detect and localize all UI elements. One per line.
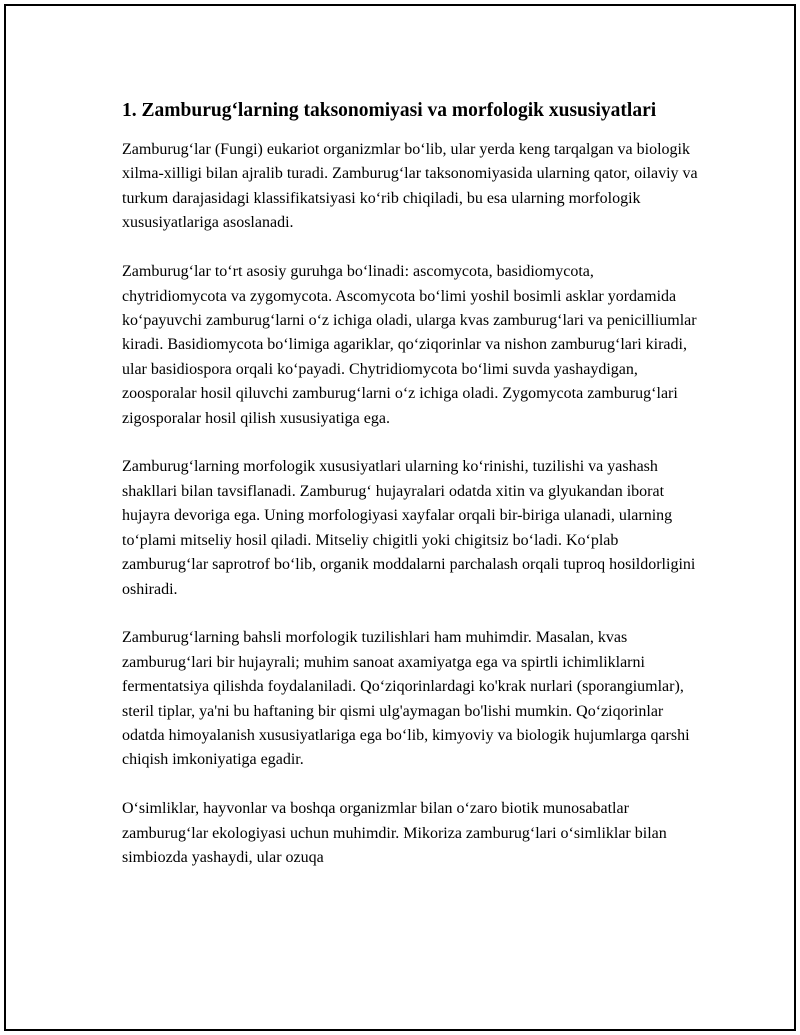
paragraph-5: O‘simliklar, hayvonlar va boshqa organizmlar bilan o‘zaro biotik munosabatlar zamburug‘lar ekologiyasi uchun muhimdir. Mikoriza zamburug‘lari o‘simliklar bilan simbiozda yashaydi, ular ozuqa — [122, 800, 667, 867]
section-heading: 1. Zamburug‘larning taksonomiyasi va morfologik xususiyatlari — [122, 100, 657, 121]
paragraph-3: Zamburug‘larning morfologik xususiyatlari ularning ko‘rinishi, tuzilishi va yashash shakllari bilan tavsiflanadi. Zamburug‘ hujayralari odatda xitin va glyukandan iborat hujayra devoriga ega. Uning morfologiyasi xayfalar orqali bir-biriga ulanadi, ularning to‘plami mitseliy hosil qiladi. Mitseliy chigitli yoki chigitsiz bo‘ladi. Ko‘plab zamburug‘lar saprotrof bo‘lib, organik moddalarni parchalash orqali tuproq hosildorligini oshiradi. — [122, 458, 696, 598]
paragraph-4: Zamburug‘larning bahsli morfologik tuzilishlari ham muhimdir. Masalan, kvas zamburug‘lari bir hujayrali; muhim sanoat axamiyatga ega va spirtli ichimliklarni fermentatsiya qilishda foydalaniladi. Qo‘ziqorinlardagi ko'krak nurlari (sporangiumlar), steril tiplar, ya'ni bu haftaning bir qismi ulg'aymagan bo'lishi mumkin. Qo‘ziqorinlar odatda himoyalanish xususiyatlariga ega bo‘lib, kimyoviy va biologik hujumlarga qarshi chiqish imkoniyatiga egadir. — [122, 629, 690, 769]
paragraph-2: Zamburug‘lar to‘rt asosiy guruhga bo‘linadi: ascomycota, basidiomycota, chytridiomycota va zygomycota. Ascomycota bo‘limi yoshil bosimli asklar yordamida ko‘payuvchi zamburug‘larni o‘z ichiga oladi, ularga kvas zamburug‘lari va penicilliumlar kiradi. Basidiomycota bo‘limiga agariklar, qo‘ziqorinlar va nishon zamburug‘lari kiradi, ular basidiospora orqali ko‘payadi. Chytridiomycota bo‘limi suvda yashaydigan, zoosporalar hosil qiluvchi zamburug‘larni o‘z ichiga oladi. Zygomycota zamburug‘lari zigosporalar hosil qilish xususiyatiga ega. — [122, 263, 697, 427]
document-body — [122, 98, 698, 895]
page-frame — [4, 4, 796, 1031]
paragraph-1: Zamburug‘lar (Fungi) eukariot organizmlar bo‘lib, ular yerda keng tarqalgan va biologik xilma-xilligi bilan ajralib turadi. Zamburug‘lar taksonomiyasida ularning qator, oilaviy va turkum darajasidagi klassifikatsiyasi ko‘rib chiqiladi, bu esa ularning morfologik xususiyatlariga asoslanadi. — [122, 141, 698, 232]
